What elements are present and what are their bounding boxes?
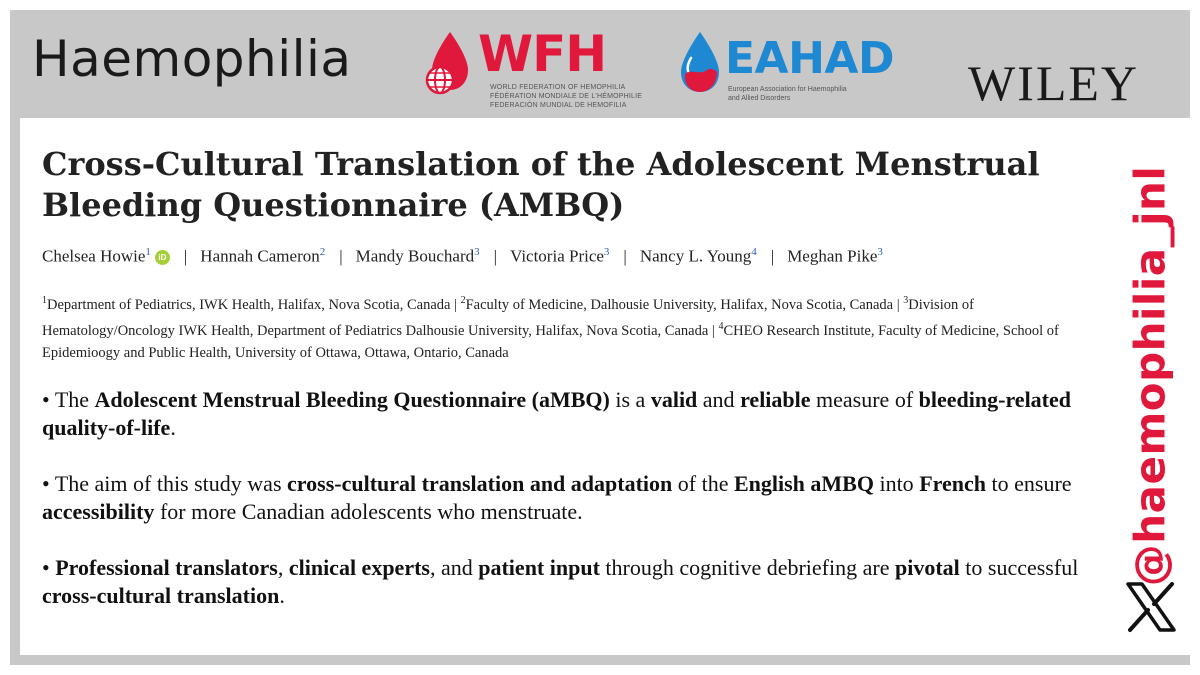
author-name: Nancy L. Young xyxy=(639,246,752,266)
bullet-text: , and xyxy=(429,555,479,580)
author-5 xyxy=(640,246,757,267)
bullet-emphasis: cross-cultural translation and adaptation xyxy=(287,471,673,496)
affiliation-text: CHEO Research Institute, Faculty of Medicine, School of Epidemioogy and Public Health, University of Ottawa, Ottawa, Ontario, Canada xyxy=(42,322,1059,361)
author-6 xyxy=(787,246,883,267)
bullet-emphasis: pivotal xyxy=(894,555,960,580)
key-point-2: • The aim of this study was cross-cultural translation and adaptation of the English aMBQ into French to ensure accessibility for more Canadian adolescents who menstruate. xyxy=(42,471,1072,524)
author-name: Meghan Pike xyxy=(787,246,878,266)
wfh-subtitle-fr: FÉDÉRATION MONDIALE DE L'HÉMOPHILIE xyxy=(490,93,643,100)
bullet-emphasis: patient input xyxy=(478,555,600,580)
social-sidebar xyxy=(1110,118,1190,655)
affiliation-separator: | xyxy=(711,322,715,339)
eahad-wordmark: EAHAD xyxy=(725,33,895,84)
author-separator: | xyxy=(623,246,627,266)
key-point-1: • The Adolescent Menstrual Bleeding Questionnaire (aMBQ) is a valid and reliable measure of bleeding-related quality-of-life. xyxy=(42,387,1072,440)
social-handle[interactable]: @haemophilia_jnl xyxy=(1125,165,1175,587)
slide-frame xyxy=(10,10,1190,665)
journal-name: Haemophilia xyxy=(32,30,352,88)
key-points xyxy=(42,386,1102,638)
bullet-emphasis: cross-cultural translation xyxy=(42,583,280,608)
header xyxy=(10,10,1190,118)
bullet-text: is a xyxy=(609,387,651,412)
wfh-drop-globe-icon xyxy=(420,28,476,100)
author-3 xyxy=(356,246,480,267)
author-name: Hannah Cameron xyxy=(200,246,320,266)
affiliations xyxy=(42,290,1102,364)
paper-panel xyxy=(20,118,1110,655)
affiliation-text: Department of Pediatrics, IWK Health, Halifax, Nova Scotia, Canada xyxy=(47,296,451,313)
bullet-text: to ensure xyxy=(986,471,1072,496)
author-2 xyxy=(200,246,325,267)
affiliation-separator: | xyxy=(896,296,900,313)
bullet-emphasis: reliable xyxy=(740,387,811,412)
orcid-icon[interactable]: iD xyxy=(155,250,170,265)
bullet-emphasis: clinical experts xyxy=(288,555,430,580)
affiliation-separator: | xyxy=(454,296,457,313)
author-affiliation: 3 xyxy=(603,246,610,258)
wfh-wordmark: WFH xyxy=(478,25,607,83)
bullet-text: . xyxy=(170,415,176,440)
eahad-logo xyxy=(675,28,915,113)
eahad-drop-icon xyxy=(675,28,725,98)
bullet-text: The xyxy=(54,387,95,412)
publisher-logo: WILEY xyxy=(968,55,1140,111)
author-separator: | xyxy=(493,246,498,266)
affiliation-text: Faculty of Medicine, Dalhousie University, Halifax, Nova Scotia, Canada xyxy=(465,296,894,313)
bullet-emphasis: accessibility xyxy=(42,499,155,524)
author-separator: | xyxy=(183,246,188,266)
bullet-text: measure of xyxy=(810,387,919,412)
bullet-text: , xyxy=(277,555,289,580)
paper-title: Cross-Cultural Translation of the Adolescent Menstrual Bleeding Questionnaire (AMBQ) xyxy=(42,145,1040,224)
affiliation-number: 2 xyxy=(460,295,466,306)
author-affiliation: 3 xyxy=(474,246,480,258)
author-affiliation: 2 xyxy=(319,246,326,258)
bullet-text: into xyxy=(873,471,920,496)
bullet-emphasis: bleeding-related quality-of-life xyxy=(42,387,1072,440)
affiliation-number: 4 xyxy=(718,320,724,332)
author-separator: | xyxy=(339,246,343,266)
bullet-emphasis: Professional translators xyxy=(55,555,278,580)
bullet-text: The aim of this study was xyxy=(54,471,288,496)
wfh-subtitle-en: WORLD FEDERATION OF HEMOPHILIA xyxy=(490,84,626,91)
bullet-text: and xyxy=(697,387,741,412)
author-name: Chelsea Howie xyxy=(42,246,146,266)
bullet-text: through cognitive debriefing are xyxy=(599,555,895,580)
author-affiliation: 3 xyxy=(877,246,883,258)
author-name: Mandy Bouchard xyxy=(355,246,475,266)
author-1 xyxy=(42,246,170,267)
eahad-subtitle-line1: European Association for Haemophilia xyxy=(728,86,847,93)
affiliation-number: 1 xyxy=(42,295,47,306)
bullet-emphasis: French xyxy=(919,471,986,496)
bullet-text: for more Canadian adolescents who menstruate. xyxy=(154,499,583,524)
key-point-3: • Professional translators, clinical experts, and patient input through cognitive debriefing are pivotal to successful cross-cultural translation. xyxy=(42,555,1079,608)
author-separator: | xyxy=(770,246,775,266)
bullet-emphasis: English aMBQ xyxy=(733,471,874,496)
affiliation-text: Division of Hematology/Oncology IWK Health, Department of Pediatrics Dalhousie University, Halifax, Nova Scotia, Canada xyxy=(42,296,974,339)
author-affiliation: 1 xyxy=(145,246,151,258)
x-logo-icon[interactable] xyxy=(1124,580,1178,634)
wfh-logo xyxy=(420,24,650,114)
author-affiliation: 4 xyxy=(751,246,757,258)
bullet-emphasis: valid xyxy=(650,387,698,412)
bullet-text: to successful xyxy=(959,555,1079,580)
bullet-text: of the xyxy=(672,471,734,496)
affiliation-number: 3 xyxy=(903,295,909,306)
bullet-emphasis: Adolescent Menstrual Bleeding Questionnaire (aMBQ) xyxy=(94,387,610,412)
wfh-subtitle-es: FEDERACIÓN MUNDIAL DE HEMOFILIA xyxy=(490,102,627,109)
eahad-subtitle-line2: and Allied Disorders xyxy=(728,95,791,102)
author-4 xyxy=(510,246,609,267)
author-list xyxy=(42,246,1102,267)
bullet-text: . xyxy=(279,583,285,608)
author-name: Victoria Price xyxy=(510,246,604,266)
